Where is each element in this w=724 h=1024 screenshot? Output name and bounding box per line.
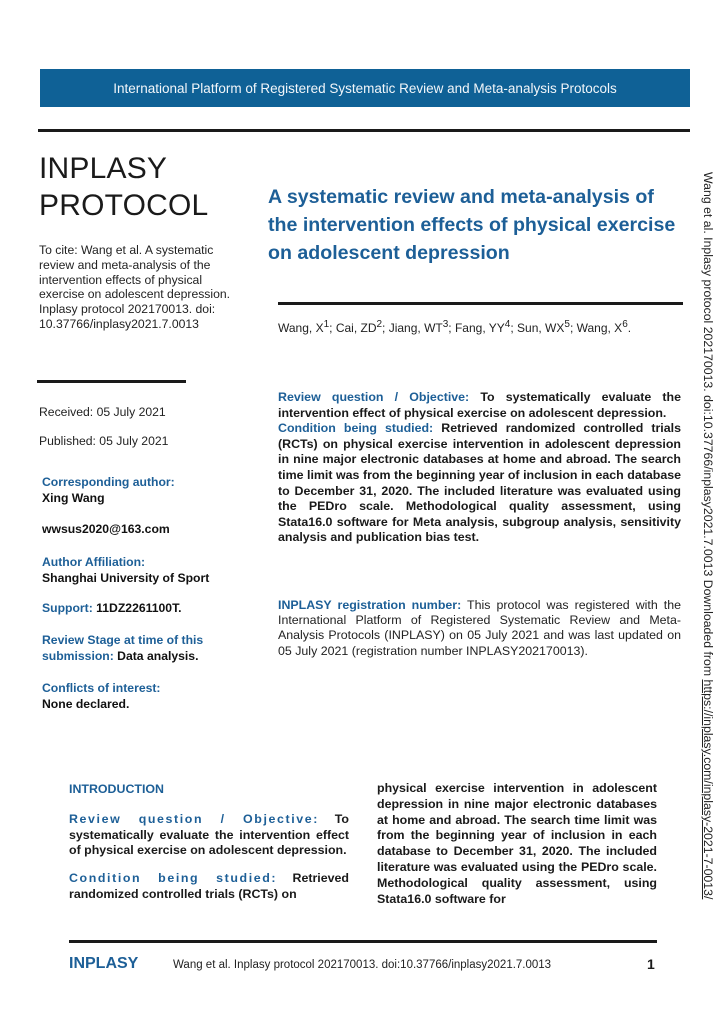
intro-objective (69, 812, 349, 859)
affiliation-value: Shanghai University of Sport (42, 570, 210, 585)
banner-text: International Platform of Registered Systematic Review and Meta-analysis Protocols (113, 80, 617, 96)
author-affiliation (42, 555, 252, 586)
published-date: Published: 05 July 2021 (39, 434, 169, 448)
paper-title: A systematic review and meta-analysis of the intervention effects of physical exercise on adolescent depression (268, 186, 676, 264)
objective-text: To systematically evaluate the intervention effect of physical exercise on adolescent depression. (278, 390, 681, 420)
author: Cai, $ZD^2$; (335, 319, 389, 335)
author: Jiang, $WT^3$; (388, 319, 455, 335)
abstract-objective (278, 390, 681, 421)
review-stage-label: Review Stage at time of this submission: (42, 633, 204, 663)
review-stage-value: Data analysis. (117, 648, 199, 663)
author-list (278, 319, 631, 335)
brand-line-1: INPLASY (39, 152, 168, 185)
intro-condition-continued: physical exercise intervention in adolescent depression in nine major electronic databases at home and abroad. The search time limit was from the beginning year of inclusion in each database to December 31, 2020. The included literature was evaluated using the PEDro scale. Methodological quality assessment, using Stata16.0 software for (377, 781, 657, 906)
top-divider (38, 129, 690, 132)
left-divider (37, 380, 186, 383)
author: Wang, $X^1$; (278, 319, 336, 335)
protocol-brand (39, 150, 208, 224)
intro-condition (69, 871, 349, 903)
intro-condition-text: Retrieved randomized controlled trials (RCTs) on (69, 871, 349, 901)
conflicts-of-interest (42, 681, 252, 712)
introduction-column-right (377, 781, 657, 919)
affiliation-label: Author Affiliation: (42, 555, 146, 569)
support-label: Support: (42, 601, 93, 615)
introduction-heading: INTRODUCTION (69, 782, 164, 796)
footer-brand: INPLASY (69, 955, 139, 972)
abstract (278, 390, 681, 546)
intro-objective-label: Review question / Objective: (69, 811, 319, 826)
conflicts-label: Conflicts of interest: (42, 681, 161, 695)
author: Wang, $X^6$. (576, 319, 632, 335)
citation-text: To cite: Wang et al. A systematic review and meta-analysis of the intervention effects of physical exercise on adolescent depression. Inplasy protocol 202170013. doi: 10.37766/inplasy2021.7.0013 (39, 243, 231, 331)
received-date: Received: 05 July 2021 (39, 405, 166, 419)
sidebar-download-note (701, 172, 715, 899)
objective-label: Review question / Objective: (278, 390, 470, 404)
title-divider (278, 302, 683, 305)
support (42, 601, 252, 617)
conflicts-value: None declared. (42, 696, 130, 711)
registration-text: This protocol was registered with the International Platform of Registered Systematic Review and Meta-Analysis Protocols (INPLASY) on 05 July 2021 and was last updated on 05 July 2021 (registration number INPLASY202170013). (278, 598, 681, 658)
registration-info (278, 598, 681, 659)
corresponding-author-label: Corresponding author: (42, 475, 175, 489)
registration-label: INPLASY registration number: (278, 598, 462, 612)
condition-label: Condition being studied: (278, 421, 434, 436)
footer-divider (69, 940, 657, 943)
download-link[interactable]: https://inplasy.com/inplasy-2021-7-0013/ (701, 679, 715, 900)
author: Sun, $WX^5$; (517, 319, 577, 335)
intro-objective-text: To systematically evaluate the intervention effect of physical exercise on adolescent depression. (69, 811, 349, 858)
footer-citation: Wang et al. Inplasy protocol 202170013. doi:10.37766/inplasy2021.7.0013 (173, 959, 552, 971)
intro-condition-label: Condition being studied: (69, 871, 278, 886)
condition-text: Retrieved randomized controlled trials (RCTs) on physical exercise intervention in adolescent depression in nine major electronic databases at home and abroad. The search time limit was from the beginning year of inclusion in each database to December 31, 2020. The included literature was evaluated using the PEDro scale. Methodological quality assessment, using Stata16.0 software for Meta analysis, subgroup analysis, sensitivity analysis and publication bias test. (278, 421, 681, 545)
header-banner (40, 69, 690, 107)
corresponding-author-name: Xing Wang (42, 490, 105, 505)
support-value: 11DZ2261100T. (96, 601, 182, 615)
sidebar-note-text: Wang et al. Inplasy protocol 202170013. doi:10.37766/inplasy2021.7.0013 Downloaded from (701, 172, 715, 680)
author-email[interactable]: wwsus2020@163.com (42, 522, 170, 536)
page-number: 1 (647, 956, 655, 972)
introduction-column-left (69, 782, 349, 915)
brand-line-2: PROTOCOL (39, 189, 209, 222)
corresponding-author (42, 475, 252, 506)
abstract-condition (278, 421, 681, 546)
author: Fang, $YY^4$; (454, 319, 518, 335)
review-stage (42, 633, 252, 664)
